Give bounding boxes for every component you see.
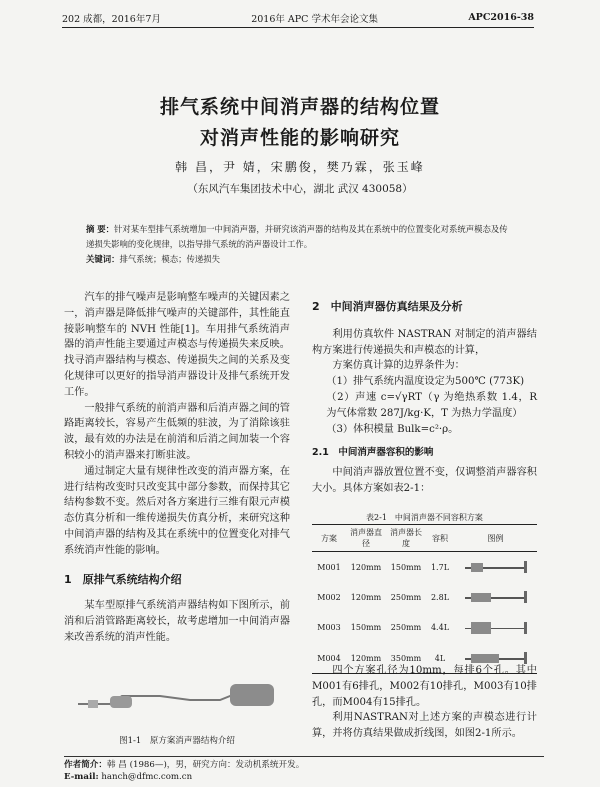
abstract: [86, 222, 516, 252]
right-column-top: [312, 299, 537, 497]
cell-diameter: 120mm: [350, 592, 382, 602]
cell-length: 350mm: [386, 643, 426, 674]
table-header-row: [312, 525, 537, 552]
abstract-text: 针对某车型排气系统增加一中间消声器，并研究该消声器的结构及其在系统中的位置变化对系统声模态及传递损失影响的变化规律，以指导排气系统的消声器设计工作。: [86, 224, 508, 249]
table-row: [312, 613, 537, 644]
exhaust-system-figure: [70, 674, 280, 722]
condition-2: （2）声速 c=√γRT（γ 为绝热系数 1.4，R 为气体常数 287J/kg·K，T 为热力学温度）: [326, 391, 537, 419]
author-bio-label: 作者简介：: [64, 760, 107, 770]
keywords-text: 排气系统；模态；传递损失: [119, 254, 220, 264]
holes-paragraph: 四个方案孔径为10mm，每排6个孔。其中M001有6排孔，M002有10排孔，M003有10排孔，而M004有15排孔。: [312, 665, 537, 708]
cell-length: 250mm: [390, 623, 422, 633]
cell-diameter: 150mm: [350, 623, 382, 633]
muffler-diagram: [465, 590, 527, 604]
authors: 韩 昌，尹 婧，宋鹏俊，樊乃霖，张玉峰: [175, 160, 425, 174]
cell-legend: [454, 613, 537, 644]
email-label: E-mail:: [64, 772, 99, 782]
cell-diameter: 120mm: [346, 643, 386, 674]
cell-scheme: M001: [317, 562, 341, 572]
figure-1-1-caption: 图1-1 原方案消声器结构介绍: [119, 736, 235, 746]
cell-volume: 4L: [426, 643, 454, 674]
subsection-2-1-heading: 2.1 中间消声器容积的影响: [312, 447, 434, 459]
left-column: [64, 290, 290, 646]
email-address[interactable]: hanch@dfmc.com.cn: [101, 772, 193, 782]
header-left: 202 成都，2016年7月: [62, 13, 161, 25]
section-1-heading: 1 原排气系统结构介绍: [64, 572, 182, 586]
muffler-diagram: [465, 621, 527, 635]
paper-title: [0, 92, 600, 154]
cell-volume: 4.4L: [430, 623, 450, 633]
email-line: [64, 771, 544, 783]
col-header-length: 消声器长度: [386, 525, 426, 552]
col-header-legend: 图例: [454, 525, 537, 552]
cell-length: 250mm: [390, 592, 422, 602]
volume-scheme-table: [312, 524, 537, 674]
col-header-volume: 容积: [426, 525, 454, 552]
col-header-scheme: 方案: [312, 525, 346, 552]
col-header-diameter: 消声器直径: [346, 525, 386, 552]
table-row: [312, 552, 537, 583]
running-header: [62, 8, 534, 28]
condition-3: （3）体积模量 Bulk=c²·ρ。: [326, 423, 459, 435]
cell-diameter: 120mm: [350, 562, 382, 572]
title-line-2: 对消声性能的影响研究: [199, 127, 400, 149]
cell-length: 150mm: [390, 562, 422, 572]
intro-paragraph-3: 通过制定大量有规律性改变的消声器方案，在进行结构改变时只改变其中部分参数，而保持其它结构参数不变。然后对各方案进行三维有限元声模态仿真分析和一维传递损失仿真分析，来研究这种中间消声器的结构及其在系统中的位置变化对排气系统消声性能的影响。: [64, 465, 290, 556]
section-1-paragraph: 某车型原排气系统消声器结构如下图所示，前消和后消管路距离较长，故考虑增加一中间消声器来改善系统的消声性能。: [64, 600, 290, 643]
cell-volume: 1.7L: [430, 562, 450, 572]
affiliation: （东风汽车集团技术中心，湖北 武汉 430058）: [187, 183, 413, 195]
cell-legend: [454, 582, 537, 613]
header-right: APC2016-38: [468, 12, 534, 23]
converter: [88, 700, 98, 708]
section-2-heading: 2 中间消声器仿真结果及分析: [312, 300, 463, 313]
intro-paragraph-2: 一般排气系统的前消声器和后消声器之间的管路距离较长，容易产生低频的驻波，为了消除该驻波，最有效的办法是在前消和后消之间加装一个容积较小的消声器来打断驻波。: [64, 402, 290, 461]
subsection-2-1-paragraph: 中间消声器放置位置不变，仅调整消声器容积大小。具体方案如表2-1：: [312, 467, 537, 494]
muffler-diagram: [465, 560, 527, 574]
author-bio-text: 韩 昌 (1986—)，男，研究方向：发动机系统开发。: [106, 760, 305, 770]
cell-scheme: M003: [317, 623, 341, 633]
keywords: [86, 252, 516, 267]
author-bio: [64, 759, 544, 771]
intro-paragraph-1: 汽车的排气噪声是影响整车噪声的关键因素之一，消声器是降低排气噪声的关键部件，其性能直接影响整车的 NVH 性能[1]。车用排气系统消声器的消声性能主要通过声模态与传递损失来反映。找寻消声器结构与模态、传递损失之间的关系及变化规律可以更好的指导消声器设计及排气系统开发工作。: [64, 292, 290, 398]
table-row: [312, 582, 537, 613]
nastran-paragraph: 利用NASTRAN对上述方案的声模态进行计算，并将仿真结果做成折线图，如图2-1所示。: [312, 712, 537, 740]
abstract-block: [86, 222, 516, 267]
rear-muffler: [230, 684, 274, 706]
header-center: 2016年 APC 学术年会论文集: [251, 13, 378, 25]
cell-scheme: M002: [317, 592, 341, 602]
cell-legend: [454, 552, 537, 583]
section-2-paragraph-2: 方案仿真计算的边界条件为：: [332, 360, 465, 372]
section-2-paragraph-1: 利用仿真软件 NASTRAN 对制定的消声器结构方案进行传递损失和声模态的计算，: [312, 328, 537, 356]
table-2-1-caption: 表2-1 中间消声器不同容积方案: [366, 513, 483, 522]
keywords-label: 关键词：: [86, 254, 120, 264]
exhaust-pipe-line: [78, 692, 240, 704]
condition-1: （1）排气系统内温度设定为500℃ (773K): [326, 376, 525, 388]
title-line-1: 排气系统中间消声器的结构位置: [159, 96, 440, 118]
cell-scheme: M004: [312, 643, 346, 674]
cell-volume: 2.8L: [430, 592, 450, 602]
abstract-label: 摘 要：: [86, 224, 115, 234]
front-muffler: [110, 696, 132, 708]
right-column-bottom: [312, 663, 537, 742]
author-footnote: [64, 756, 544, 783]
